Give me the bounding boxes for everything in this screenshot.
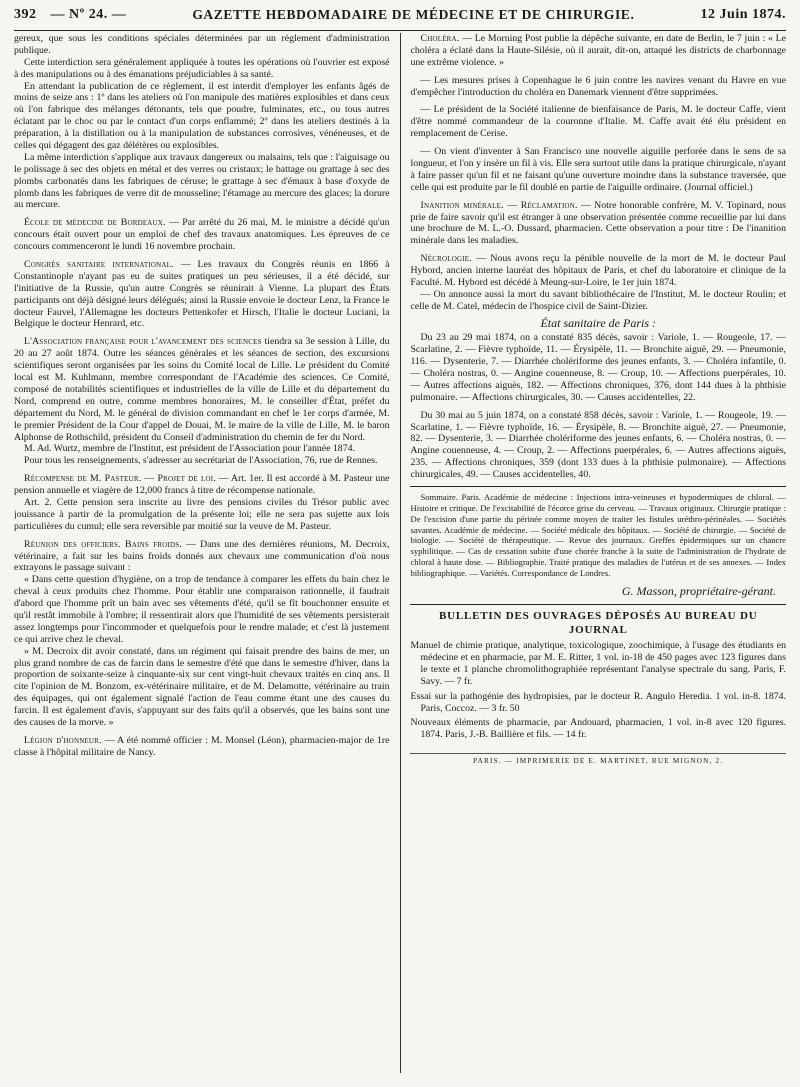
paragraph: » M. Decroix dit avoir constaté, dans un régiment qui faisait prendre des bains de mer, un plus grand nombre de cas de farcin dans le semestre d'été que dans le semestre d'hiver, dans la proportion de soixante-seize à cinquante-six sur cent vingt-huit chevaux traités en cinq ans. Il cite l'opinion de M. Bonzom, ex-vétérinaire militaire, et de M. Delamotte, vétérinaire au train des équipages, qui ont également signalé l'action de l'eau comme étant une des causes du farcin. Il est également d'avis, s'appuyant sur des faits qu'il a observés, que les bains sont une des causes de la morve. » (14, 645, 390, 728)
item-heading: École de médecine de Bordeaux. (24, 217, 166, 229)
item-heading: Inanition minérale. — Réclamation. (420, 199, 578, 211)
bulletin-heading: BULLETIN DES OUVRAGES DÉPOSÉS AU BUREAU DU JOURNAL (439, 610, 758, 636)
news-item (14, 473, 390, 497)
item-text: — Dans une des dernières réunions, M. Decroix, vétérinaire, a fait sur les bains froids donnés aux chevaux une communication d'où nous extrayons le passage suivant : (14, 538, 390, 574)
item-text: — A été nommé officier : M. Monsel (Léon), pharmacien-major de 1re classe à l'hôpital militaire de Nancy. (14, 734, 390, 758)
paragraph: — On vient d'inventer à San Francisco une nouvelle aiguille perforée dans le sens de sa longueur, et l'on y insère un fil à vis. Elle sera surtout utile dans la pratique chirurgicale, n'ayant à faire passer qu'un fil et ne faisant qu'une ouverture moindre dans la substance traversée, que celle qui est produite par le fil doublé en partie de l'aiguille ordinaire. (Journal officiel.) (410, 146, 786, 193)
item-heading: Nécrologie. (420, 253, 472, 265)
bibliography-entry: Manuel de chimie pratique, analytique, toxicologique, zoochimique, à l'usage des étudiants en médecine et en pharmacie, par M. E. Ritter, 1 vol. in-18 de 450 pages avec 123 figures dans le texte et 1 planche chromolithographiée représentant l'analyse spectrale du sang. Paris, F. Savy. — 7 fr. (410, 640, 786, 687)
column-divider (400, 33, 401, 1073)
horizontal-rule (410, 604, 786, 606)
paragraph: — On annonce aussi la mort du savant bibliothécaire de l'Institut, M. le docteur Roulin; et celle de M. Catel, médecin de l'hospice civil de Saint-Dizier. (410, 288, 786, 312)
bibliography-entry: Essai sur la pathogénie des hydropisies, par le docteur R. Angulo Heredia. 1 vol. in-8. 1874. Paris, Coccoz. — 3 fr. 50 (410, 690, 786, 714)
running-head (14, 0, 786, 31)
news-item (14, 217, 390, 253)
issue-date: 12 Juin 1874. (700, 7, 786, 22)
paragraph: — Les mesures prises à Copenhague le 6 juin contre les navires venant du Havre en vue d'empêcher l'introduction du choléra en Danemark viennent d'être supprimées. (410, 74, 786, 98)
news-item (14, 259, 390, 330)
item-heading: Récompense de M. Pasteur. — Projet de loi. (24, 473, 216, 485)
section-heading: État sanitaire de Paris : (540, 315, 656, 330)
page-number: 392 (14, 7, 37, 22)
paragraph: Pour tous les renseignements, s'adresser au secrétariat de l'Association, 76, rue de Rennes. (24, 455, 378, 467)
item-heading: L'Association française pour l'avancement des sciences (24, 336, 262, 348)
paragraph: Cette interdiction sera généralement appliquée à toutes les opérations où l'ouvrier est exposé à des manipulations ou à des émanations préjudiciables à sa santé. (14, 56, 390, 80)
paragraph: gereux, que sous les conditions spéciales déterminées par un règlement d'administration publique. (14, 33, 390, 56)
issue-number: — Nº 24. — (50, 7, 127, 22)
table-of-contents: Sommaire. Paris. Académie de médecine : Injections intra-veineuses et hypodermiques de chloral. — Histoire et critique. De l'excitabilité de l'écorce grise du cerveau. — Travaux originaux. Chirurgie pratique : De l'excision d'une partie du périnée comme moyen de traiter les fistules uréthro-périnéales. — Sociétés savantes. Académie de médecine. — Société médicale des hôpitaux. — Société de chirurgie. — Société de biologie. — Société de thérapeutique. — Revue des journaux. Greffes épidermiques sur un chancre syphilitique. — Cas de cessation subite d'une chorée franche à la suite de l'administration de l'hydrate de chloral à haute dose. — Bibliographie. Traité pratique des maladies de l'utérus et de ses annexes. — Index bibliographique. — Variétés. Correspondance de Londres. (410, 492, 786, 578)
paragraph: En attendant la publication de ce règlement, il est interdit d'employer les enfants âgés de moins de seize ans : 1º dans les ateliers où l'on manipule des matières explosibles et dans ceux où l'on fabrique des mélanges détonants, tels que poudre, fulminates, etc., ou tous autres éclatant par le choc ou par le contact d'un corps enflammé; 2º dans les ateliers destinés à la préparation, à la distillation ou à la manipulation de substances corrosives, vénéneuses, et de celles qui dégagent des gaz délétères ou explosibles. (14, 80, 390, 152)
item-heading: Choléra. (420, 33, 460, 44)
left-column (14, 33, 390, 1073)
horizontal-rule (410, 486, 786, 488)
mortality-report: Du 23 au 29 mai 1874, on a constaté 835 décès, savoir : Variole, 1. — Rougeole, 17. — Scarlatine, 2. — Fièvre typhoïde, 11. — Érysipèle, 11. — Bronchite aiguë, 29. — Pneumonie, 116. — Dysenterie, 7. — Diarrhée cholériforme des jeunes enfants, 3. — Choléra infantile, 0. — Choléra nostras, 0. — Angine couenneuse, 8. — Croup, 10. — Affections puerpérales, 10. — Autres affections aiguës, 182. — Affections chroniques, 376, dont 144 dues à la phthisie pulmonaire. — Affections chirurgicales, 30. — Causes accidentelles, 22. (410, 332, 786, 403)
paragraph: « Dans cette question d'hygiène, on a trop de tendance à comparer les effets du bain chez le cheval à ceux produits chez l'homme. Pour établir une comparaison rationnelle, il faudrait d'abord que l'homme prît un bain avec ses vêtements d'été, qu'il se fît bouchonner ensuite et qu'il restât immobile à l'ombre; il ressentirait alors que l'humidité de ses vêtements persisterait assez longtemps pour l'incommoder et quelquefois pour le rendre malade; et c'est là justement ce qui arrive chez le cheval. (14, 574, 390, 645)
item-text: — Notre honorable confrère, M. V. Topinard, nous prie de faire savoir qu'il est étranger à une observation présentée comme recueillie par lui dans une brochure de M. L.-O. Dussard, pharmacien. Cette observation a pour titre : De l'inanition minérale dans les maladies. (410, 199, 786, 247)
printer-imprint: PARIS. — IMPRIMERIE DE E. MARTINET, RUE MIGNON, 2. (410, 753, 786, 766)
bibliography-entry: Nouveaux éléments de pharmacie, par Andouard, pharmacien, 1 vol. in-8 avec 120 figures. 1874. Paris, J.-B. Baillière et fils. — 14 fr. (410, 717, 786, 741)
news-item (410, 33, 786, 69)
item-text: — Le Morning Post publie la dépêche suivante, en date de Berlin, le 7 juin : « Le choléra a éclaté dans la Haute-Silésie, où il aurait, dit-on, attaqué les districts de charbonnage une extrême violence. » (410, 33, 786, 68)
item-heading: Réunion des officiers. Bains froids. (24, 538, 183, 550)
item-text: — Art. 1er. Il est accordé à M. Pasteur une pension annuelle et viagère de 12,000 francs à titre de récompense nationale. (14, 473, 390, 497)
paragraph: La même interdiction s'applique aux travaux dangereux ou malsains, tels que : l'aiguisage ou le polissage à sec des objets en métal et des verres ou cristaux; le battage ou grattage à sec des plombs carbonatés dans les fabriques de céruse; le grattage à sec d'émaux à base d'oxyde de plomb dans les fabriques de verre dit de mousseline; l'étamage au mercure des glaces; la dorure au mercure. (14, 151, 390, 211)
news-item (14, 539, 390, 575)
mortality-report: Du 30 mai au 5 juin 1874, on a constaté 858 décès, savoir : Variole, 1. — Rougeole, 19. — Scarlatine, 1. — Fièvre typhoïde, 16. — Érysipèle, 8. — Bronchite aiguë, 27. — Pneumonie, 82. — Dysenterie, 3. — Diarrhée cholériforme des jeunes enfants, 6. — Choléra nostras, 0. — Angine couenneuse, 4. — Croup, 2. — Affections puerpérales, 6. — Autres affections aiguës, 235. — Affections chroniques, 359 (dont 133 dues à la phthisie pulmonaire). — Affections chirurgicales, 49. — Causes accidentelles, 40. (410, 409, 786, 481)
journal-title: GAZETTE HEBDOMADAIRE DE MÉDECINE ET DE CHIRURGIE. (192, 7, 635, 22)
right-column (410, 33, 786, 1073)
item-heading: Congrès sanitaire international. (24, 259, 174, 271)
item-text: — Nous avons reçu la pénible nouvelle de la mort de M. le docteur Paul Hybord, ancien interne lauréat des hôpitaux de Paris, et chef du laboratoire et clinique de la Faculté. M. Hybord est décédé à Meung-sur-Loire, le 1er juin 1874. (410, 253, 786, 289)
publisher-signature: G. Masson, propriétaire-gérant. (621, 584, 776, 599)
paragraph: Art. 2. Cette pension sera inscrite au livre des pensions civiles du Trésor public avec jouissance à partir de la promulgation de la présente loi; elle ne sera pas sujette aux lois particulières du cumul; elle sera reversible par moitié sur la veuve de M. Pasteur. (14, 496, 390, 532)
item-text: — Les travaux du Congrès réunis en 1866 à Constantinople n'ayant pas eu de suites pratiques un peu sérieuses, il a été décidé, sur l'initiative de la Russie, qu'un autre Congrès se réunirait à Vienne. La plupart des États participants ont déjà désigné leurs délégués; ainsi la Russie envoie le docteur Lenz, la France le docteur Fauvel, l'Allemagne les docteurs Pettenkofer et Hirsch, l'Italie le docteur Luciani, la Belgique le docteur Henrard, etc. (14, 259, 390, 330)
news-item (410, 200, 786, 248)
paragraph: M. Ad. Wurtz, membre de l'Institut, est président de l'Association pour l'année 1874. (24, 443, 355, 455)
item-text: tiendra sa 3e session à Lille, du 20 au 27 août 1874. Outre les séances générales et les séances de section, des excursions scientifiques seront organisées par les soins du Comité local de Lille. Le président du Comité local est M. Kuhlmann, membre correspondant de l'Académie des sciences. Ce Comité, composé de notabilités scientifiques et industrielles de la ville de Lille et du département du Nord, comprend en outre, comme membres honoraires, M. le conseiller d'État, préfet du département du Nord, M. le général de division commandant en chef le 1er corps d'armée, M. le premier Président de la Cour d'appel de Douai, M. le maire de la ville de Lille, M. le baron Alphonse de Rothschild, président du Conseil d'administration du chemin de fer du Nord. (14, 336, 390, 443)
item-heading: Légion d'honneur. (24, 734, 102, 746)
news-item (410, 253, 786, 289)
news-item (14, 735, 390, 759)
columns (14, 33, 786, 1073)
paragraph: — Le président de la Société italienne de bienfaisance de Paris, M. le docteur Caffe, vient d'être nommé commandeur de la couronne d'Italie. M. Caffe avait été élu président en remplacement de Cerise. (410, 104, 786, 140)
item-text: — Par arrêté du 26 mai, M. le ministre a décidé qu'un concours était ouvert pour un emploi de chef des travaux anatomiques. Les épreuves de ce concours commenceront le lundi 16 novembre prochain. (14, 217, 390, 253)
news-item (14, 336, 390, 443)
